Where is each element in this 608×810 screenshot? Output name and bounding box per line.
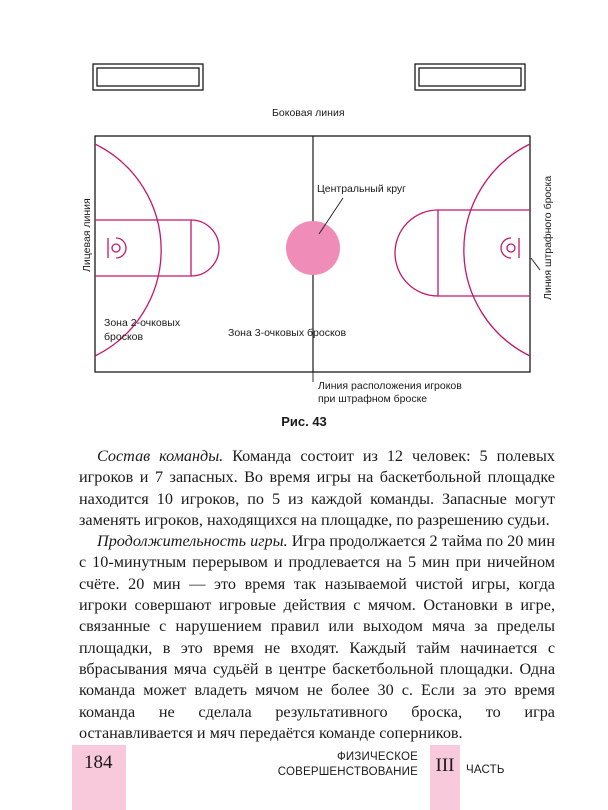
left-basket (112, 244, 120, 252)
player-line-label-line1: Линия расположения игроков (318, 380, 462, 392)
section-title-line1: ФИЗИЧЕСКОЕ (336, 751, 418, 763)
center-circle (286, 221, 340, 275)
paragraph-team (79, 446, 555, 531)
right-free-throw-circle (395, 210, 438, 296)
part-number: III (435, 755, 455, 776)
left-key (95, 220, 191, 276)
left-free-throw-circle (191, 220, 219, 276)
section-title-line2: СОВЕРШЕНСТВОВАНИЕ (277, 766, 418, 778)
side-line-label: Боковая линия (272, 107, 345, 119)
term-team: Состав команды. (97, 447, 224, 465)
left-bench (93, 64, 203, 90)
section-title (278, 750, 418, 780)
zone3-label: Зона 3-очковых бросков (228, 327, 347, 339)
end-line-label: Лицевая линия (81, 198, 93, 272)
paragraph-team-body: Команда состоит из 12 человек: 5 полевых игроков и 7 запасных. Во время игры на баскетбольной площадке находится 10 игроков, по 5 из каждой команды. Запасные могут заменять игроков, находящихся на площадке, по разрешению судьи. (79, 447, 555, 529)
right-restricted-arc (501, 238, 511, 258)
free-throw-pointer (531, 258, 540, 270)
paragraph-duration-body: Игра продолжается 2 тайма по 20 мин с 10-минутным перерывом и продлевается на 5 мин при ничейном счёте. 20 мин — это время так называемой чистой игры, когда игроки совершают игровые действия с мячом. Остановки в игре, связанные с нарушением правил или выходом мяча за пределы площадки, в это время не входят. Каждый тайм начинается с вбрасывания мяча судьёй в центре баскетбольной площадки. Одна команда может владеть мячом не более 30 с. Если за это время команда не сделала результативного броска, то игра останавливается и мяч передаётся команде соперников. (79, 532, 555, 742)
figure-caption: Рис. 43 (281, 414, 327, 429)
free-throw-line-label: Линия штрафного броска (542, 175, 554, 300)
right-bench (415, 64, 525, 90)
player-line-label-line2: при штрафном броске (318, 393, 428, 405)
left-restricted-arc (116, 238, 126, 258)
zone2-label-line2: бросков (104, 331, 144, 343)
center-circle-label: Центральный круг (317, 183, 407, 195)
right-basket (507, 244, 515, 252)
zone2-label-line1: Зона 2-очковых (104, 317, 181, 329)
page-number: 184 (84, 752, 113, 773)
paragraph-duration (79, 531, 555, 744)
right-key (438, 210, 530, 296)
part-label: ЧАСТЬ (466, 764, 505, 776)
right-three-point-arc (464, 144, 530, 356)
body-text (79, 446, 555, 744)
term-duration: Продолжительность игры. (97, 532, 288, 551)
